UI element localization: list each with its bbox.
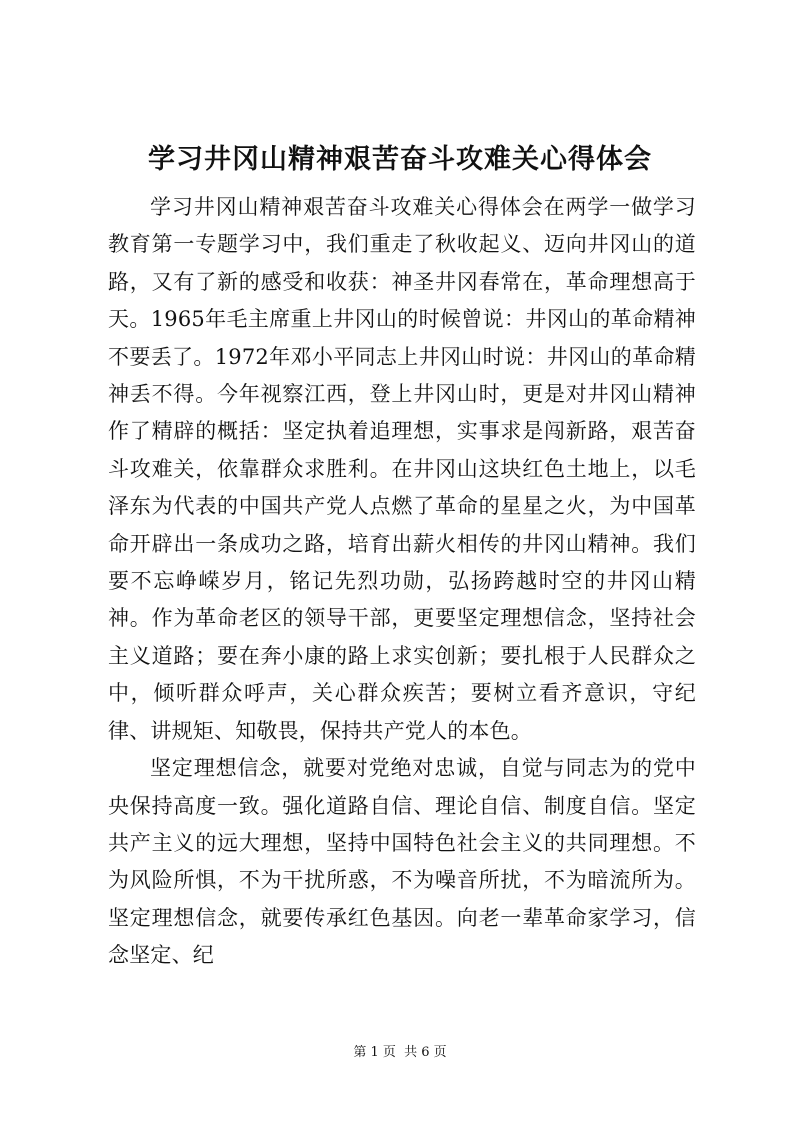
document-body <box>108 189 696 975</box>
body-paragraph: 坚定理想信念，就要对党绝对忠诚，自觉与同志为的党中央保持高度一致。强化道路自信、理论自信、制度自信。坚定共产主义的远大理想，坚持中国特色社会主义的共同理想。不为风险所惧，不为干扰所惑，不为噪音所扰，不为暗流所为。坚定理想信念，就要传承红色基因。向老一辈革命家学习，信念坚定、纪 <box>108 756 696 968</box>
document-title: 学习井冈山精神艰苦奋斗攻难关心得体会 <box>148 144 652 175</box>
page-footer: 第 1 页 共 6 页 <box>353 1045 447 1060</box>
body-paragraph: 学习井冈山精神艰苦奋斗攻难关心得体会在两学一做学习教育第一专题学习中，我们重走了秋收起义、迈向井冈山的道路，又有了新的感受和收获：神圣井冈春常在，革命理想高于天。1965年毛主席重上井冈山的时候曾说：井冈山的革命精神不要丢了。1972年邓小平同志上井冈山时说：井冈山的革命精神丢不得。今年视察江西，登上井冈山时，更是对井冈山精神作了精辟的概括：坚定执着追理想，实事求是闯新路，艰苦奋斗攻难关，依靠群众求胜利。在井冈山这块红色土地上，以毛泽东为代表的中国共产党人点燃了革命的星星之火，为中国革命开辟出一条成功之路，培育出薪火相传的井冈山精神。我们要不忘峥嵘岁月，铭记先烈功勋，弘扬跨越时空的井冈山精神。作为革命老区的领导干部，更要坚定理想信念，坚持社会主义道路；要在奔小康的路上求实创新；要扎根于人民群众之中，倾听群众呼声，关心群众疾苦；要树立看齐意识，守纪律、讲规矩、知敬畏，保持共产党人的本色。 <box>108 195 696 743</box>
